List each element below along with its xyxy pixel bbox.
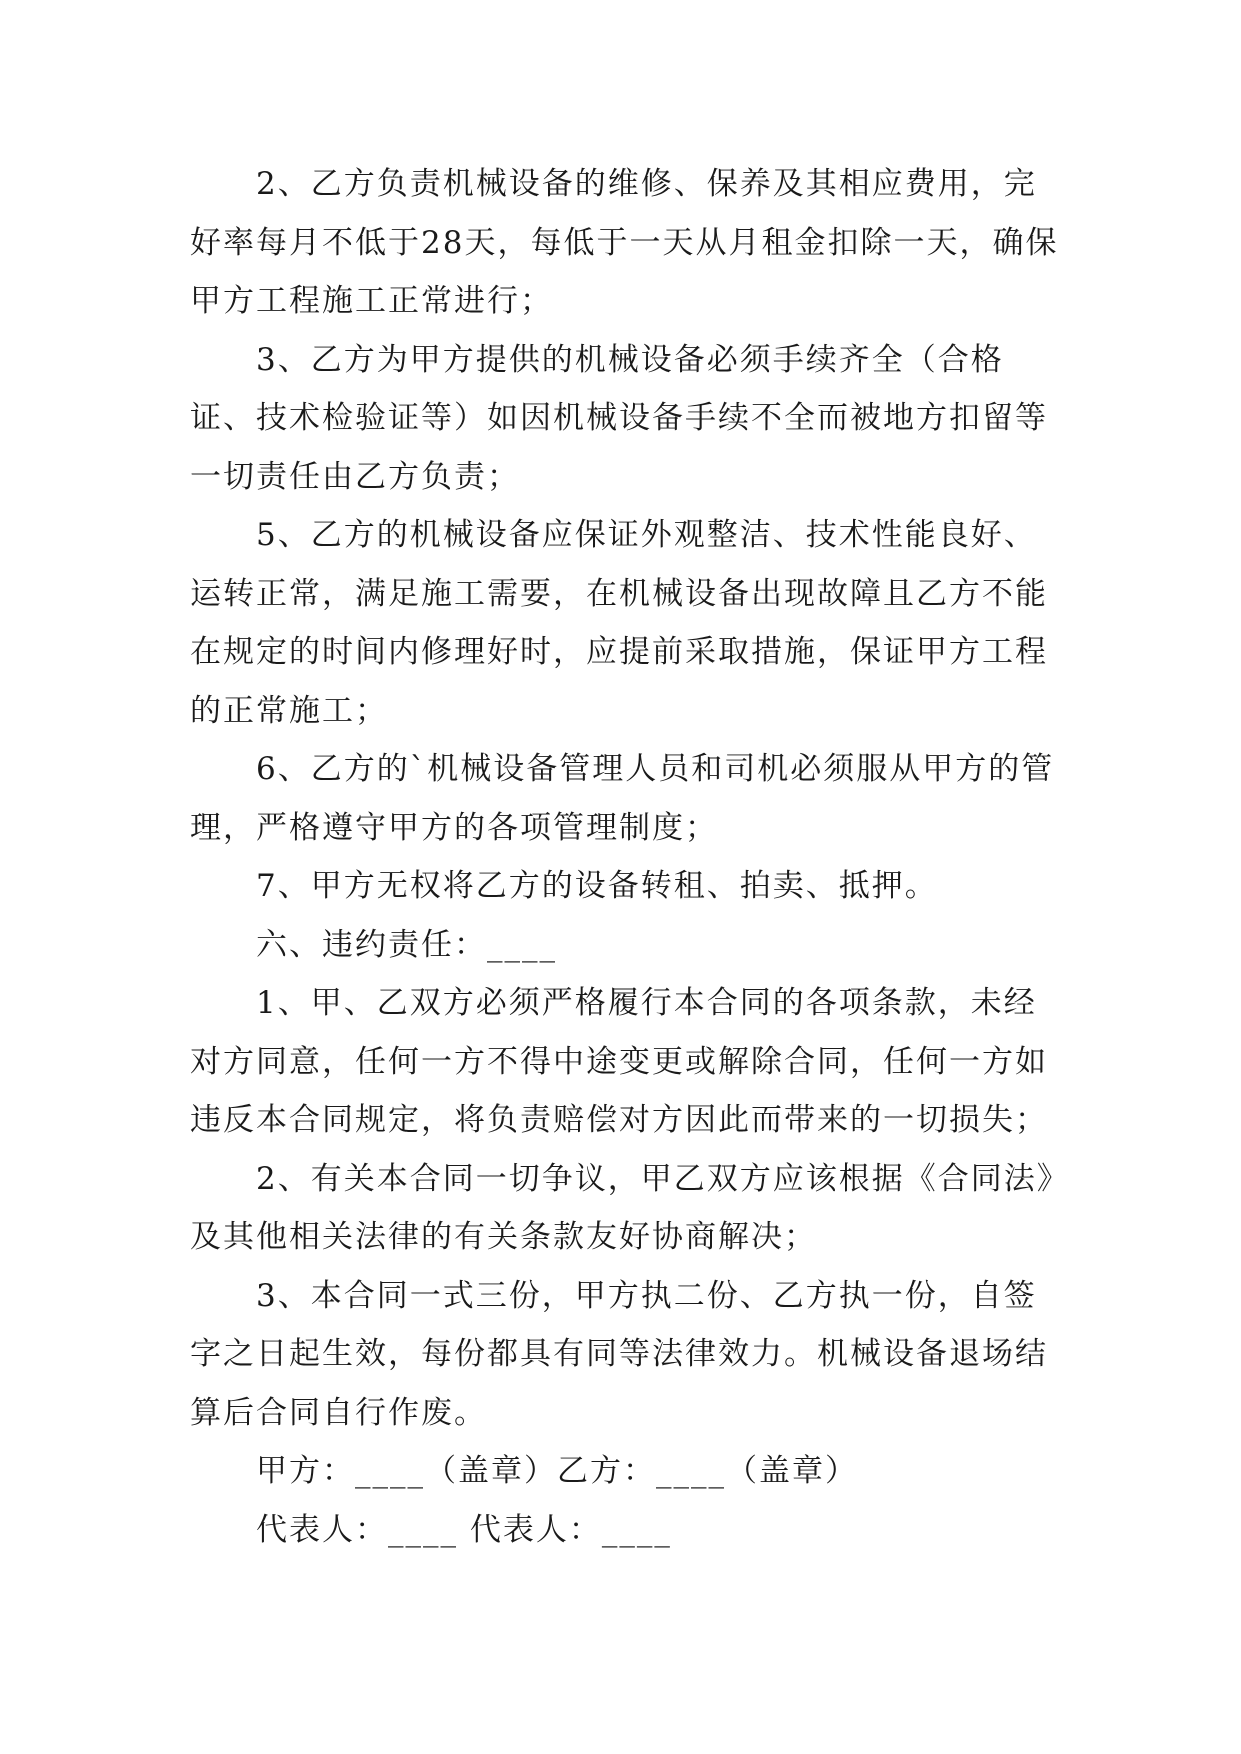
clause-7-no-sublease: 7、甲方无权将乙方的设备转租、拍卖、抵押。 <box>256 868 938 904</box>
signature-representatives-line: 代表人：____ 代表人：____ <box>256 1511 672 1548</box>
breach-clause-1: 1、甲、乙双方必须严格履行本合同的各项条款，未经对方同意，任何一方不得中途变更或解除合同，任何一方如违反本合同规定，将负责赔偿对方因此而带来的一切损失； <box>190 985 1048 1138</box>
clause-3-documentation: 3、乙方为甲方提供的机械设备必须手续齐全（合格证、技术检验证等）如因机械设备手续不全而被地方扣留等一切责任由乙方负责； <box>190 341 1048 495</box>
clause-5-equipment-condition: 5、乙方的机械设备应保证外观整洁、技术性能良好、运转正常，满足施工需要，在机械设备出现故障且乙方不能在规定的时间内修理好时，应提前采取措施，保证甲方工程的正常施工； <box>190 517 1048 729</box>
clause-6-personnel: 6、乙方的`机械设备管理人员和司机必须服从甲方的管理，严格遵守甲方的各项管理制度； <box>190 751 1055 846</box>
breach-clause-2: 2、有关本合同一切争议，甲乙双方应该根据《合同法》及其他相关法律的有关条款友好协商解决； <box>190 1160 1055 1255</box>
document-body <box>190 155 1060 1559</box>
breach-clause-3: 3、本合同一式三份，甲方执二份、乙方执一份，自签字之日起生效，每份都具有同等法律效力。机械设备退场结算后合同自行作废。 <box>190 1277 1048 1431</box>
clause-2-maintenance: 2、乙方负责机械设备的维修、保养及其相应费用，完好率每月不低于28天，每低于一天从月租金扣除一天，确保甲方工程施工正常进行； <box>190 166 1059 319</box>
signature-parties-line: 甲方：____（盖章）乙方：____（盖章） <box>256 1453 858 1489</box>
section-heading-breach: 六、违约责任：____ <box>256 926 557 963</box>
